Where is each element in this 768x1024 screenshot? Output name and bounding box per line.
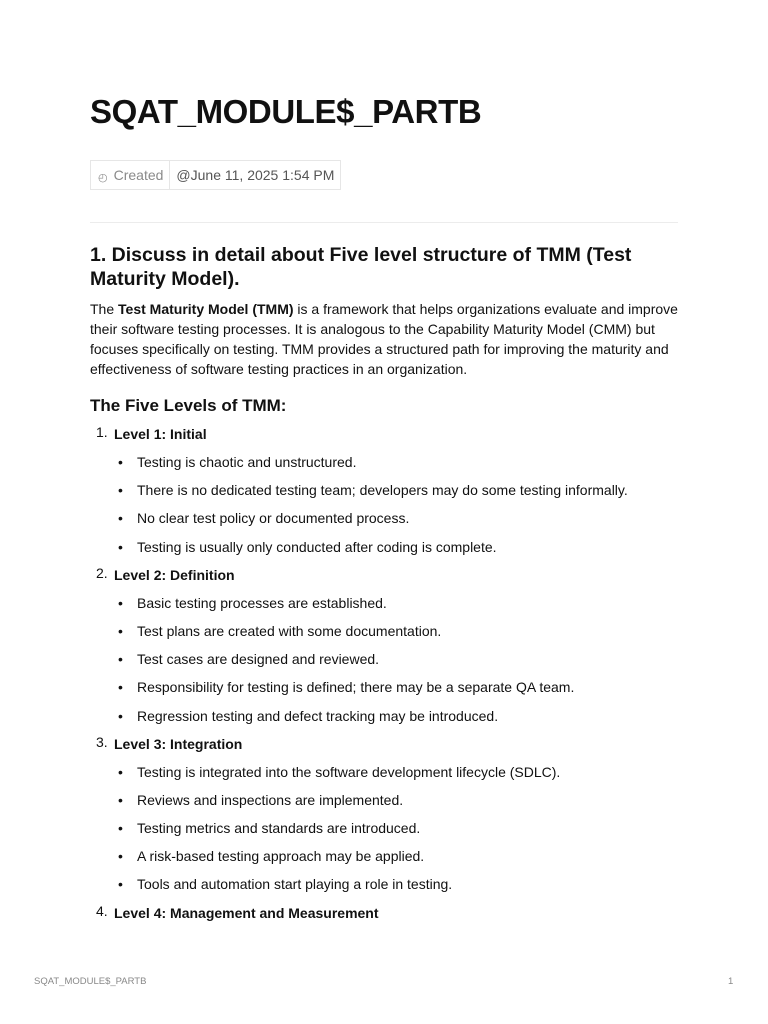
intro-text: is a framework that helps organizations evaluate and improve their software testing processes. It is analogous to the Capability Maturity Model (CMM) but focuses specifically on testing. TMM provides a structured path for improving the maturity and effectiveness of software testing practices in an organization. bbox=[90, 301, 678, 377]
bullet-dot-icon: • bbox=[118, 679, 123, 696]
bullet-text: Test plans are created with some documentation. bbox=[137, 622, 442, 639]
bullet-item bbox=[90, 790, 678, 810]
bullet-dot-icon: • bbox=[118, 538, 123, 555]
bullet-item bbox=[90, 677, 678, 697]
bullet-dot-icon: • bbox=[118, 707, 123, 724]
bullet-dot-icon: • bbox=[118, 791, 123, 808]
bullet-text: Test cases are designed and reviewed. bbox=[137, 651, 380, 668]
footer-page-number: 1 bbox=[728, 976, 734, 987]
bullet-text: No clear test policy or documented process. bbox=[137, 510, 410, 527]
bullet-dot-icon: • bbox=[118, 848, 123, 865]
intro-text: The bbox=[90, 301, 119, 317]
page-title: SQAT_MODULE$_PARTB bbox=[90, 93, 482, 130]
bullet-list bbox=[90, 762, 678, 895]
bullet-item bbox=[90, 649, 678, 669]
property-label: Created bbox=[113, 167, 164, 183]
list-item bbox=[90, 734, 678, 895]
bullet-item bbox=[90, 537, 678, 557]
property-key bbox=[91, 161, 170, 189]
bullet-item bbox=[90, 480, 678, 500]
levels-subheading: The Five Levels of TMM: bbox=[90, 396, 287, 415]
intro-paragraph bbox=[90, 299, 678, 379]
bullet-text: Tools and automation start playing a role in testing. bbox=[137, 876, 453, 893]
bullet-item bbox=[90, 621, 678, 641]
bullet-text: A risk-based testing approach may be applied. bbox=[137, 848, 425, 865]
bullet-text: Basic testing processes are established. bbox=[137, 594, 387, 611]
list-item bbox=[90, 565, 678, 726]
property-value[interactable]: @June 11, 2025 1:54 PM bbox=[176, 167, 335, 183]
bullet-item bbox=[90, 818, 678, 838]
list-number: 2. bbox=[96, 564, 108, 581]
bullet-text: There is no dedicated testing team; developers may do some testing informally. bbox=[137, 482, 628, 499]
bullet-item bbox=[90, 593, 678, 613]
bullet-item bbox=[90, 508, 678, 528]
intro-bold-term: Test Maturity Model (TMM) bbox=[118, 301, 294, 317]
divider bbox=[90, 222, 678, 223]
bullet-list bbox=[90, 452, 678, 557]
bullet-dot-icon: • bbox=[118, 510, 123, 527]
list-number: 4. bbox=[96, 902, 108, 919]
list-number: 1. bbox=[96, 424, 108, 440]
bullet-list bbox=[90, 593, 678, 726]
bullet-text: Regression testing and defect tracking may be introduced. bbox=[137, 707, 499, 724]
bullet-text: Testing is chaotic and unstructured. bbox=[137, 454, 357, 470]
section-heading: 1. Discuss in detail about Five level structure of TMM (Test Maturity Model). bbox=[90, 244, 632, 290]
bullet-dot-icon: • bbox=[118, 622, 123, 639]
bullet-dot-icon: • bbox=[118, 763, 123, 780]
bullet-dot-icon: • bbox=[118, 651, 123, 668]
footer-document-name: SQAT_MODULE$_PARTB bbox=[34, 976, 147, 987]
bullet-text: Reviews and inspections are implemented. bbox=[137, 791, 404, 808]
bullet-dot-icon: • bbox=[118, 482, 123, 499]
bullet-dot-icon: • bbox=[118, 876, 123, 893]
level-title: Level 4: Management and Measurement bbox=[114, 904, 379, 921]
levels-list bbox=[90, 424, 678, 930]
list-item bbox=[90, 424, 678, 557]
created-property bbox=[90, 160, 341, 190]
bullet-text: Testing metrics and standards are introduced. bbox=[137, 820, 421, 837]
bullet-item bbox=[90, 706, 678, 726]
level-title: Level 1: Initial bbox=[114, 426, 207, 442]
bullet-text: Responsibility for testing is defined; there may be a separate QA team. bbox=[137, 679, 575, 696]
level-title: Level 3: Integration bbox=[114, 735, 243, 752]
bullet-item bbox=[90, 874, 678, 894]
bullet-text: Testing is integrated into the software development lifecycle (SDLC). bbox=[137, 763, 561, 780]
bullet-dot-icon: • bbox=[118, 820, 123, 837]
list-number: 3. bbox=[96, 733, 108, 750]
bullet-item bbox=[90, 846, 678, 866]
bullet-dot-icon: • bbox=[118, 454, 123, 470]
bullet-item bbox=[90, 762, 678, 782]
bullet-text: Testing is usually only conducted after coding is complete. bbox=[137, 538, 497, 555]
bullet-item bbox=[90, 452, 678, 472]
clock-icon: ◴ bbox=[98, 171, 108, 184]
bullet-dot-icon: • bbox=[118, 594, 123, 611]
list-item bbox=[90, 903, 678, 923]
level-title: Level 2: Definition bbox=[114, 566, 235, 583]
